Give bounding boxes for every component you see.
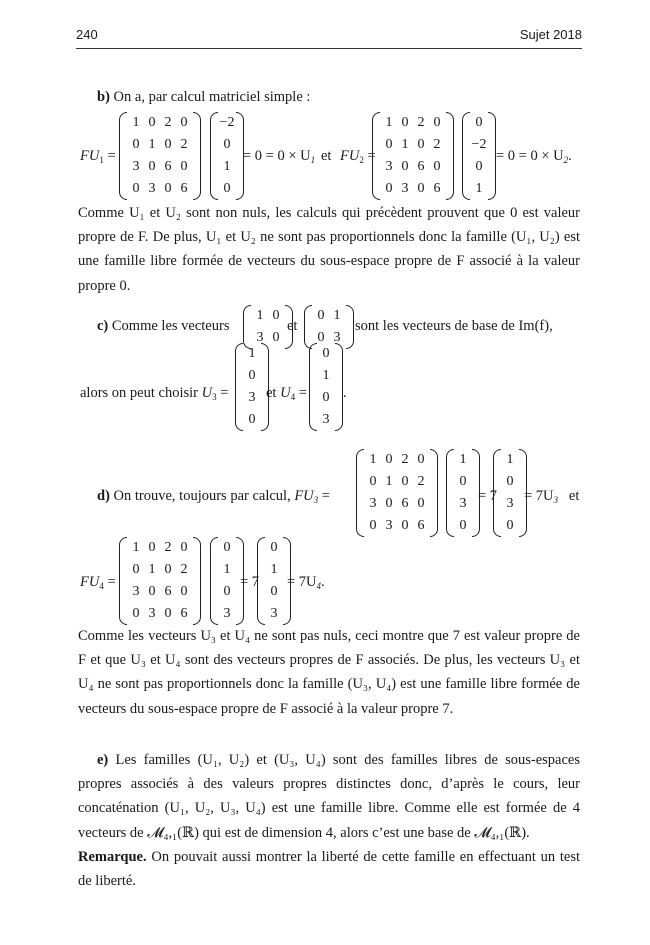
matrix-entry: 1 — [385, 115, 393, 130]
matrix-entry: 3 — [333, 330, 341, 345]
matrix-entry: 0 — [164, 181, 172, 196]
vector-entry: 1 — [223, 562, 231, 577]
matrix-entry: 0 — [369, 474, 377, 489]
vector-entry: 1 — [459, 452, 467, 467]
vector-entry: 0 — [223, 540, 231, 555]
vector-entry: 0 — [459, 474, 467, 489]
matrix-entry: 0 — [385, 452, 393, 467]
vector-entry: 3 — [248, 390, 256, 405]
matrix-entry: 0 — [433, 159, 441, 174]
matrix-entry: 0 — [433, 115, 441, 130]
matrix-entry: 1 — [132, 540, 140, 555]
matrix-entry: 3 — [385, 159, 393, 174]
vector-U1 — [219, 112, 235, 200]
matrix-entry: 0 — [132, 137, 140, 152]
fu4-lhs: $FU_4$ = — [80, 574, 116, 591]
matrix-entry: 0 — [132, 181, 140, 196]
matrix-entry: 2 — [164, 115, 172, 130]
matrix-entry: 3 — [369, 496, 377, 511]
fu3-mid: = 7 — [478, 488, 498, 504]
matrix-entry: 0 — [317, 330, 325, 345]
matrix-entry: 0 — [164, 137, 172, 152]
matrix-entry: 2 — [417, 474, 425, 489]
matrix-entry: 0 — [417, 181, 425, 196]
vector-entry: −2 — [219, 115, 235, 130]
matrix-entry: 0 — [180, 584, 188, 599]
header-rule — [76, 48, 582, 49]
matrix-entry: 0 — [164, 562, 172, 577]
vector-entry: 0 — [506, 518, 514, 533]
matrix-entry: 0 — [401, 518, 409, 533]
vector-entry: 0 — [248, 368, 256, 383]
part-c-u4: et $U_4$ = — [266, 385, 307, 402]
matrix-entry: 1 — [148, 137, 156, 152]
vector-entry: 0 — [322, 390, 330, 405]
matrix-entry: 0 — [385, 137, 393, 152]
matrix-entry: 0 — [272, 330, 280, 345]
vector-entry: 3 — [459, 496, 467, 511]
page-number: 240 — [76, 27, 98, 42]
matrix-entry: 0 — [148, 115, 156, 130]
part-e-paragraph — [78, 748, 580, 845]
matrix-entry: 0 — [272, 308, 280, 323]
matrix-F-b1 — [128, 112, 192, 200]
matrix-entry: 3 — [132, 584, 140, 599]
vector-entry: 3 — [322, 412, 330, 427]
matrix-entry: 0 — [148, 159, 156, 174]
vector-entry: 0 — [223, 137, 231, 152]
matrix-entry: 2 — [164, 540, 172, 555]
vector-U4-result — [266, 537, 282, 625]
matrix-entry: 6 — [417, 159, 425, 174]
matrix-entry: 1 — [256, 308, 264, 323]
matrix-entry: 1 — [385, 474, 393, 489]
matrix-entry: 0 — [148, 540, 156, 555]
matrix-entry: 6 — [180, 181, 188, 196]
fu1-lhs: $FU_1$ = — [80, 148, 116, 165]
matrix-entry: 3 — [132, 159, 140, 174]
matrix-entry: 0 — [401, 474, 409, 489]
matrix-entry: 0 — [148, 584, 156, 599]
part-c-after: sont les vecteurs de base de Im(f), — [355, 318, 553, 334]
matrix-F-b2 — [381, 112, 445, 200]
matrix-entry: 0 — [180, 159, 188, 174]
vector-entry: 0 — [459, 518, 467, 533]
vector-U4-d — [219, 537, 235, 625]
matrix-F-d2 — [128, 537, 192, 625]
matrix-entry: 0 — [132, 606, 140, 621]
part-e-text: Les familles (U₁, U₂) et (U₃, U₄) sont des familles libres de sous-espaces propres associés à des valeurs propres distinctes donc, d’après le cours, leur concaténation (U₁, U₂, U₃, U₄) est une famille libre. Comme elle est formée de 4 vecteurs de 𝓜₄,₁(ℝ) qui est de dimension 4, alors c’est une base de 𝓜₄,₁(ℝ). — [78, 752, 581, 841]
part-d-paragraph: Comme les vecteurs U₃ et U₄ ne sont pas nuls, ceci montre que 7 est valeur propre de F et que U₃ et U₄ sont des vecteurs propres de F associés. De plus, les vecteurs U₃ et U₄ ne sont pas proportionnels donc la famille (U₃, U₄) est une famille libre formée de vecteurs du sous-espace propre de F associé à la valeur propre 7. — [78, 628, 580, 717]
vector-entry: 0 — [506, 474, 514, 489]
vector-U3-d — [455, 449, 471, 537]
vector-entry: 1 — [270, 562, 278, 577]
remark — [78, 845, 580, 893]
matrix-entry: 6 — [180, 606, 188, 621]
vector-entry: 1 — [322, 368, 330, 383]
matrix-F-d1 — [365, 449, 429, 537]
vector-entry: 0 — [223, 181, 231, 196]
matrix-entry: 0 — [401, 115, 409, 130]
vector-U2 — [471, 112, 487, 200]
running-title: Sujet 2018 — [519, 27, 582, 42]
vector-entry: −2 — [471, 137, 487, 152]
fu1-result: = $0 = 0 \times U_1$ — [243, 148, 316, 165]
vector-entry: 1 — [223, 159, 231, 174]
matrix-entry: 0 — [401, 159, 409, 174]
matrix-entry: 1 — [148, 562, 156, 577]
matrix-entry: 3 — [385, 518, 393, 533]
fu3-result: = $7U_3$ et — [524, 488, 580, 505]
matrix-entry: 2 — [180, 137, 188, 152]
vector-U3 — [244, 343, 260, 431]
matrix-entry: 1 — [132, 115, 140, 130]
vector-entry: 0 — [270, 540, 278, 555]
matrix-entry: 0 — [417, 496, 425, 511]
part-b-intro-text: On a, par calcul matriciel simple : — [113, 89, 311, 105]
part-b-intro — [97, 88, 310, 106]
matrix-entry: 6 — [401, 496, 409, 511]
vector-entry: 0 — [475, 115, 483, 130]
vector-entry: 0 — [322, 346, 330, 361]
fu2-lhs: $FU_2$ = — [340, 148, 376, 165]
matrix-entry: 3 — [401, 181, 409, 196]
vector-entry: 3 — [270, 606, 278, 621]
part-c-connector: et — [287, 318, 298, 334]
vector-entry: 1 — [506, 452, 514, 467]
matrix-entry: 0 — [180, 540, 188, 555]
matrix-entry: 3 — [148, 181, 156, 196]
part-e-label: e) — [97, 752, 109, 768]
part-d-line: d) On trouve, toujours par calcul, $FU_3$ = — [97, 488, 330, 505]
fu4-result: = $7U_4$. — [287, 574, 325, 591]
matrix-entry: 0 — [369, 518, 377, 533]
fu-connector: et — [321, 148, 332, 164]
vector-entry: 1 — [475, 181, 483, 196]
part-c-line1: c) Comme les vecteurs — [97, 318, 230, 334]
matrix-entry: 6 — [433, 181, 441, 196]
matrix-entry: 1 — [401, 137, 409, 152]
fu2-result: = $0 = 0 \times U_2$. — [496, 148, 572, 165]
remark-label: Remarque. — [78, 849, 147, 865]
matrix-entry: 2 — [417, 115, 425, 130]
matrix-entry: 0 — [385, 496, 393, 511]
vector-entry: 1 — [248, 346, 256, 361]
matrix-entry: 6 — [164, 584, 172, 599]
part-b-label: b) — [97, 89, 110, 105]
matrix-entry: 1 — [333, 308, 341, 323]
matrix-entry: 0 — [180, 115, 188, 130]
matrix-entry: 0 — [317, 308, 325, 323]
vector-entry: 0 — [270, 584, 278, 599]
matrix-entry: 0 — [417, 452, 425, 467]
vector-entry: 0 — [248, 412, 256, 427]
matrix-entry: 2 — [433, 137, 441, 152]
matrix-entry: 0 — [417, 137, 425, 152]
matrix-entry: 0 — [132, 562, 140, 577]
vector-entry: 0 — [223, 584, 231, 599]
matrix-entry: 6 — [164, 159, 172, 174]
matrix-entry: 6 — [417, 518, 425, 533]
vector-U3-result — [502, 449, 518, 537]
part-c-end: . — [343, 385, 347, 401]
fu4-mid: = 7 — [240, 574, 260, 590]
vector-entry: 3 — [223, 606, 231, 621]
vector-U4 — [318, 343, 334, 431]
vector-entry: 0 — [475, 159, 483, 174]
matrix-entry: 2 — [401, 452, 409, 467]
remark-text: On pouvait aussi montrer la liberté de cette famille en effectuant un test de liberté. — [78, 849, 581, 890]
matrix-entry: 3 — [256, 330, 264, 345]
part-c-line2: alors on peut choisir $U_3$ = — [80, 385, 229, 402]
vector-entry: 3 — [506, 496, 514, 511]
matrix-entry: 0 — [164, 606, 172, 621]
matrix-entry: 1 — [369, 452, 377, 467]
matrix-entry: 2 — [180, 562, 188, 577]
matrix-entry: 3 — [148, 606, 156, 621]
part-b-paragraph: Comme U₁ et U₂ sont non nuls, les calculs qui précèdent prouvent que 0 est valeur propre de F. De plus, U₁ et U₂ ne sont pas proportionnels donc la famille (U₁, U₂) est une famille libre formée de vecteurs du sous-espace propre de F associé à la valeur propre 0. — [78, 205, 580, 294]
matrix-entry: 0 — [385, 181, 393, 196]
